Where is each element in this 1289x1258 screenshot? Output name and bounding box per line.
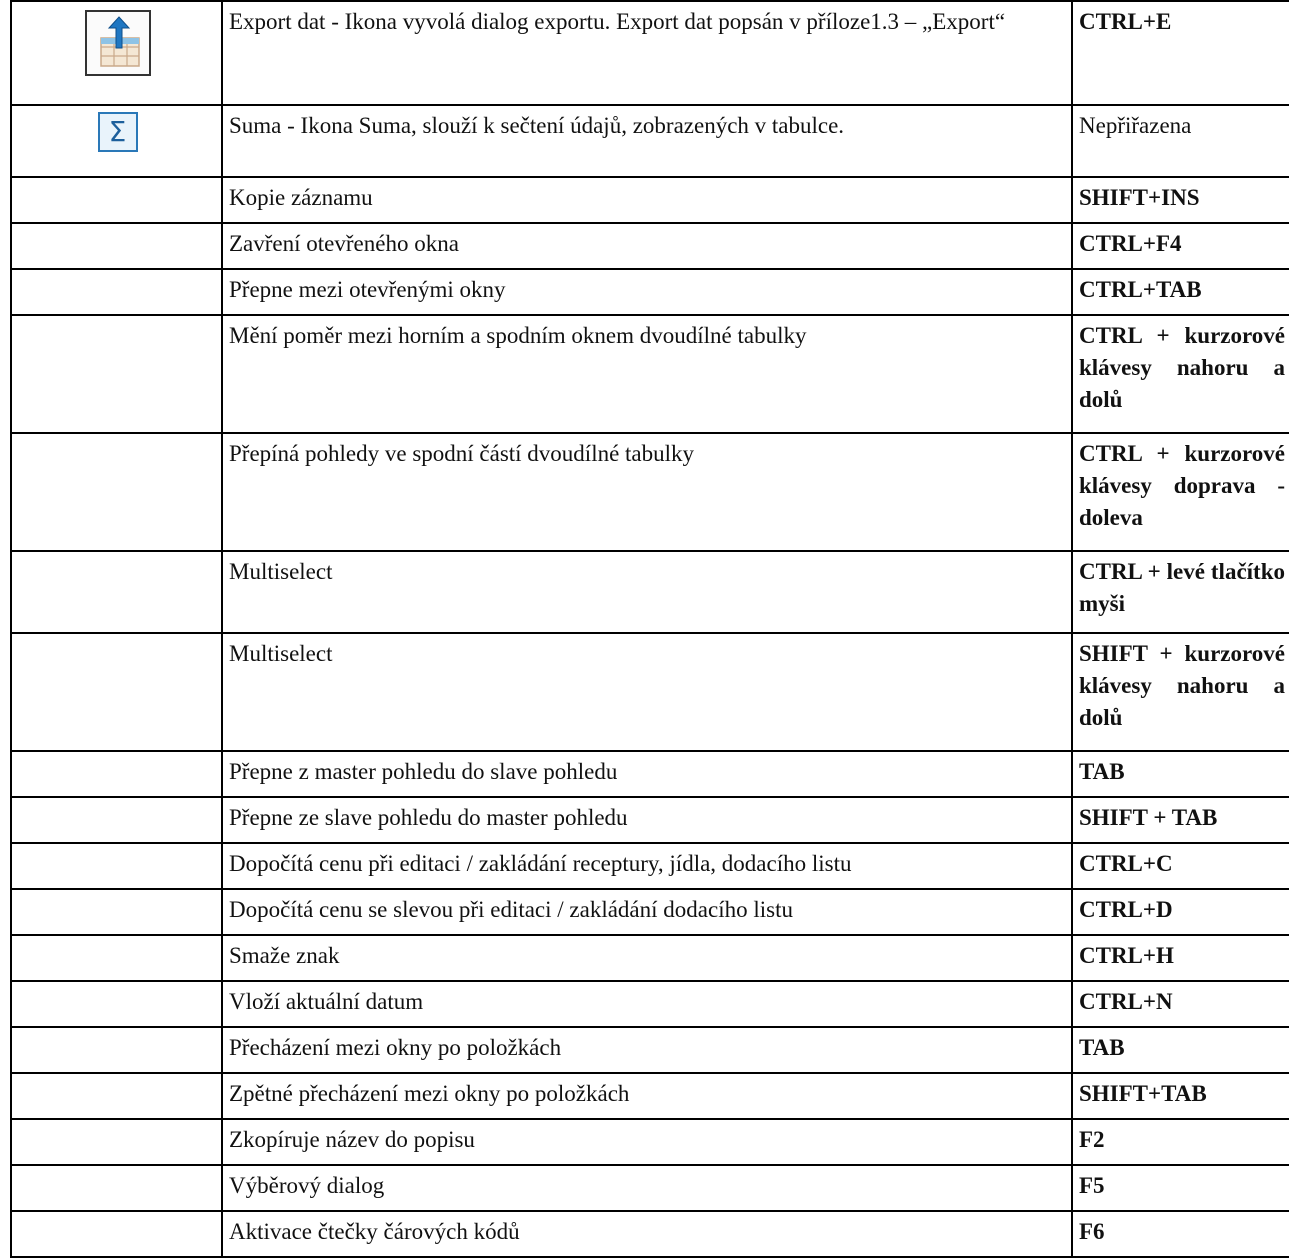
icon-cell — [11, 315, 222, 433]
table-row — [11, 105, 1289, 177]
description-cell: Zavření otevřeného okna — [222, 223, 1072, 269]
shortcut-cell: TAB — [1072, 1027, 1289, 1073]
shortcut-table — [10, 0, 1289, 1258]
description-cell: Kopie záznamu — [222, 177, 1072, 223]
icon-cell — [11, 797, 222, 843]
table-row — [11, 551, 1289, 633]
table-row — [11, 433, 1289, 551]
shortcut-cell: SHIFT+TAB — [1072, 1073, 1289, 1119]
icon-cell — [11, 1027, 222, 1073]
description-cell: Zkopíruje název do popisu — [222, 1119, 1072, 1165]
description-cell: Zpětné přecházení mezi okny po položkách — [222, 1073, 1072, 1119]
table-row — [11, 1073, 1289, 1119]
icon-cell — [11, 269, 222, 315]
description-cell: Smaže znak — [222, 935, 1072, 981]
table-row — [11, 223, 1289, 269]
description-cell: Vloží aktuální datum — [222, 981, 1072, 1027]
shortcut-cell: F6 — [1072, 1211, 1289, 1257]
icon-cell — [11, 935, 222, 981]
icon-cell — [11, 1073, 222, 1119]
icon-cell — [11, 1211, 222, 1257]
table-row — [11, 889, 1289, 935]
shortcut-cell: F5 — [1072, 1165, 1289, 1211]
description-cell: Aktivace čtečky čárových kódů — [222, 1211, 1072, 1257]
sum-icon[interactable]: Σ — [98, 112, 138, 152]
icon-cell — [11, 889, 222, 935]
shortcut-cell: CTRL + levé tlačítko myši — [1072, 551, 1289, 633]
table-row — [11, 269, 1289, 315]
shortcut-cell: F2 — [1072, 1119, 1289, 1165]
description-cell: Přepne mezi otevřenými okny — [222, 269, 1072, 315]
table-row — [11, 633, 1289, 751]
table-row — [11, 1027, 1289, 1073]
icon-cell — [11, 751, 222, 797]
icon-cell — [11, 105, 222, 177]
description-cell: Suma - Ikona Suma, slouží k sečtení údajů, zobrazených v tabulce. — [222, 105, 1072, 177]
icon-cell — [11, 1, 222, 105]
shortcut-cell: CTRL+E — [1072, 1, 1289, 105]
description-cell: Přepne z master pohledu do slave pohledu — [222, 751, 1072, 797]
description-cell: Přepíná pohledy ve spodní částí dvoudílné tabulky — [222, 433, 1072, 551]
table-row — [11, 315, 1289, 433]
icon-cell — [11, 1165, 222, 1211]
table-row — [11, 797, 1289, 843]
icon-cell — [11, 981, 222, 1027]
table-row — [11, 981, 1289, 1027]
table-row — [11, 1165, 1289, 1211]
description-cell: Mění poměr mezi horním a spodním oknem dvoudílné tabulky — [222, 315, 1072, 433]
icon-cell — [11, 223, 222, 269]
shortcut-cell: CTRL+F4 — [1072, 223, 1289, 269]
shortcut-cell: SHIFT + TAB — [1072, 797, 1289, 843]
table-row — [11, 1, 1289, 105]
shortcut-cell: Nepřiřazena — [1072, 105, 1289, 177]
description-cell: Dopočítá cenu při editaci / zakládání receptury, jídla, dodacího listu — [222, 843, 1072, 889]
table-row — [11, 1119, 1289, 1165]
table-row — [11, 935, 1289, 981]
icon-cell — [11, 551, 222, 633]
table-row — [11, 843, 1289, 889]
shortcut-cell: CTRL+TAB — [1072, 269, 1289, 315]
icon-cell — [11, 177, 222, 223]
icon-cell — [11, 633, 222, 751]
shortcut-cell: CTRL+D — [1072, 889, 1289, 935]
shortcut-cell: SHIFT+INS — [1072, 177, 1289, 223]
description-cell: Multiselect — [222, 551, 1072, 633]
shortcut-cell: CTRL + kurzorové klávesy doprava - doleva — [1072, 433, 1289, 551]
shortcut-cell: CTRL+H — [1072, 935, 1289, 981]
icon-cell — [11, 433, 222, 551]
shortcut-cell: CTRL + kurzorové klávesy nahoru a dolů — [1072, 315, 1289, 433]
shortcut-cell: CTRL+C — [1072, 843, 1289, 889]
description-cell: Dopočítá cenu se slevou při editaci / zakládání dodacího listu — [222, 889, 1072, 935]
shortcut-cell: CTRL+N — [1072, 981, 1289, 1027]
shortcut-cell: SHIFT + kurzorové klávesy nahoru a dolů — [1072, 633, 1289, 751]
export-data-icon[interactable] — [85, 10, 151, 76]
table-row — [11, 177, 1289, 223]
description-cell: Přepne ze slave pohledu do master pohledu — [222, 797, 1072, 843]
icon-cell — [11, 843, 222, 889]
icon-cell — [11, 1119, 222, 1165]
description-cell: Přecházení mezi okny po položkách — [222, 1027, 1072, 1073]
table-row — [11, 1211, 1289, 1257]
description-cell: Multiselect — [222, 633, 1072, 751]
shortcut-cell: TAB — [1072, 751, 1289, 797]
description-cell: Export dat - Ikona vyvolá dialog exportu. Export dat popsán v příloze1.3 – „Export“ — [222, 1, 1072, 105]
table-row — [11, 751, 1289, 797]
description-cell: Výběrový dialog — [222, 1165, 1072, 1211]
